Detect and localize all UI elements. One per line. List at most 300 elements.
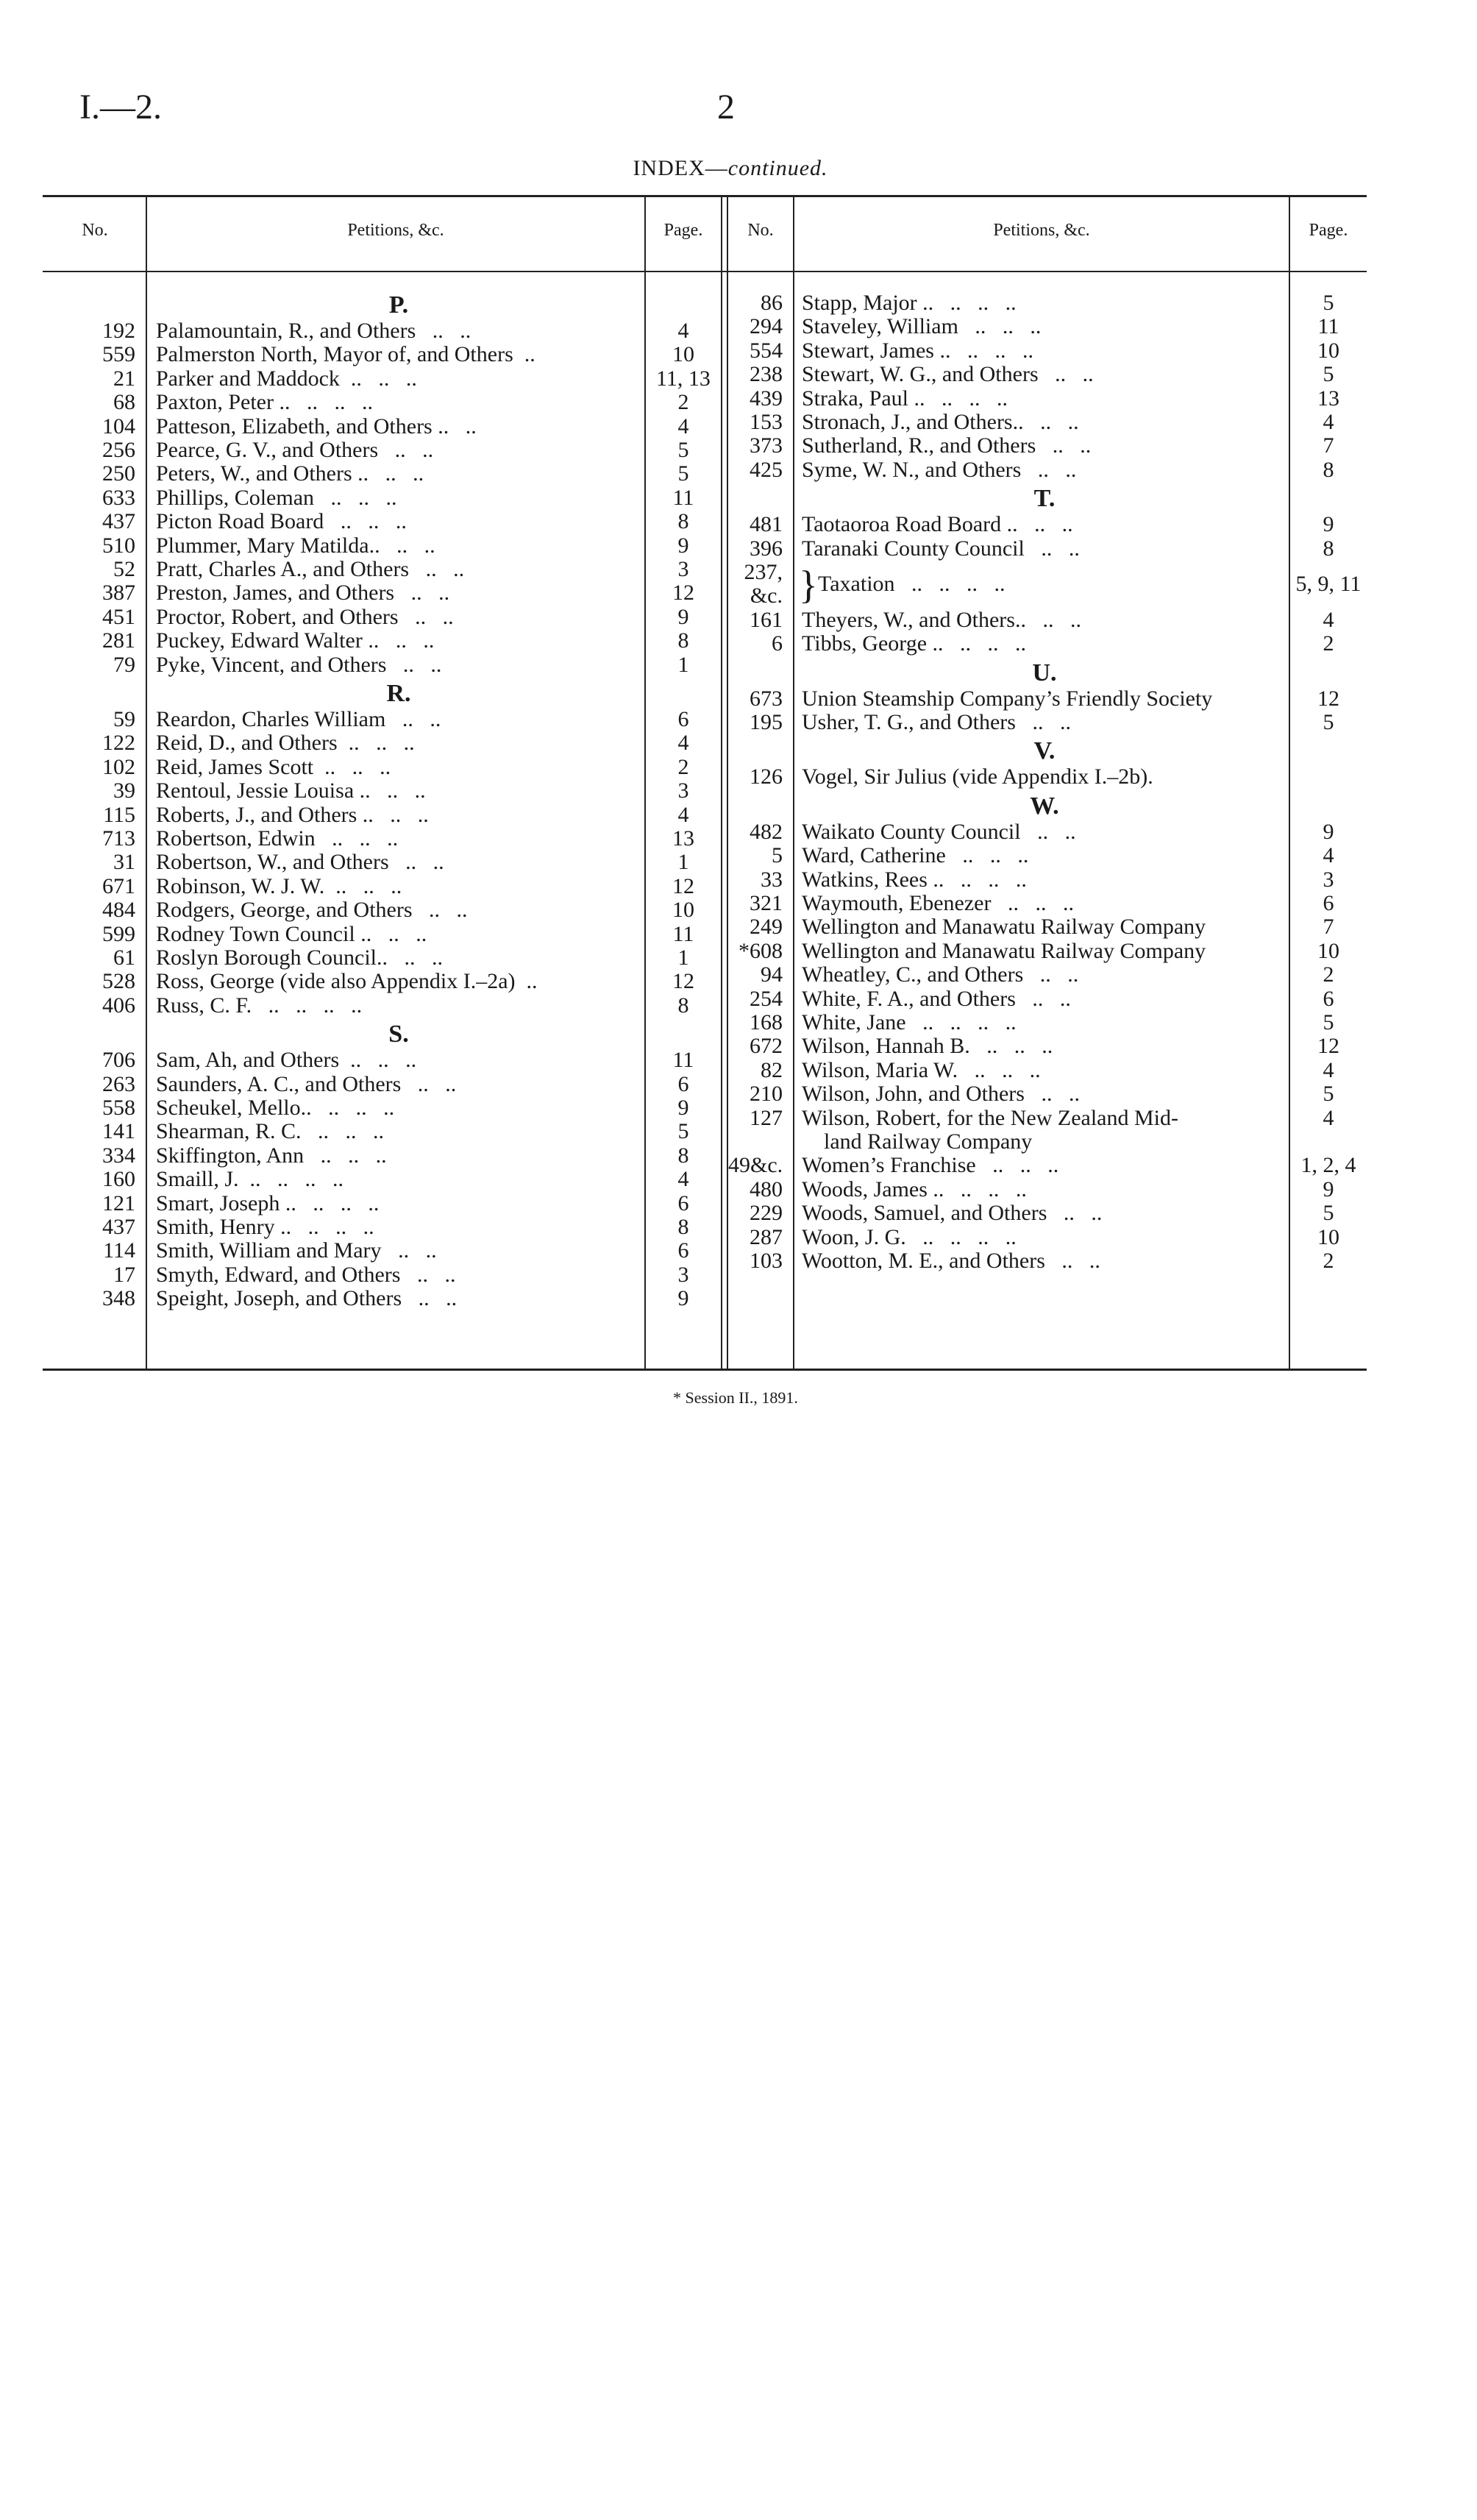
entry-page: 8: [1323, 457, 1334, 482]
index-entry: [0, 711, 1471, 734]
entry-page: 10: [1317, 1224, 1339, 1249]
entry-number: 192: [102, 319, 135, 343]
entry-page: 6: [677, 707, 689, 731]
leader-dots: .. .. ..: [324, 510, 407, 534]
entry-number: 121: [102, 1190, 135, 1215]
section-letter: W.: [1030, 792, 1059, 820]
entry-page: 7: [1323, 433, 1334, 458]
entry-page: 10: [1317, 338, 1339, 363]
col-head-page-right: Page.: [1309, 221, 1348, 240]
entry-name-text: Peters, W., and Others: [156, 462, 352, 486]
entry-number: 334: [102, 1143, 135, 1168]
entry-name-text: Smith, William and Mary: [156, 1239, 382, 1263]
index-entry: [0, 1107, 1471, 1130]
entry-number: 406: [102, 993, 135, 1018]
leader-dots: .. .. ..: [958, 315, 1042, 339]
entry-name: [802, 387, 1287, 411]
leader-dots: .. ..: [398, 605, 454, 629]
entry-name-text: Vogel, Sir Julius (vide Appendix I.–2b).: [802, 765, 1153, 789]
leader-dots: .. .. .. ..: [905, 1011, 1017, 1034]
entry-name-text: Usher, T. G., and Others: [802, 711, 1016, 734]
entry-name-text: Woods, James: [802, 1177, 928, 1202]
entry-page: 5: [677, 438, 689, 462]
entry-name: [802, 868, 1287, 892]
entry-name-text: Wilson, Robert, for the New Zealand Mid-: [802, 1106, 1178, 1130]
leader-dots: .. .. ..: [945, 844, 1029, 868]
leader-dots: .. .. .. ..: [894, 572, 1006, 596]
entry-page: 8: [677, 509, 689, 534]
entry-page: 10: [1317, 938, 1339, 963]
entry-page: 5: [677, 461, 689, 486]
entry-name-text: Robertson, W., and Others: [156, 851, 389, 875]
entry-name: [802, 844, 1287, 867]
entry-name-text: Wilson, Hannah B.: [802, 1034, 970, 1059]
entry-number: 671: [102, 873, 135, 898]
index-entry: [0, 291, 1471, 315]
entry-name: [802, 687, 1287, 711]
entry-name: [802, 987, 1287, 1011]
section-letter: T.: [1033, 485, 1056, 513]
entry-name: [802, 1130, 1287, 1154]
entry-page: 4: [1323, 1057, 1334, 1082]
leader-dots: .. ..: [1020, 820, 1076, 844]
leader-dots: .. ..: [1024, 1082, 1080, 1107]
table-bottom-rule: [43, 1369, 1367, 1371]
entry-number: 79: [113, 652, 135, 677]
entry-page: 6: [677, 1071, 689, 1096]
leader-dots: .. .. ..: [369, 533, 435, 558]
entry-name-text: Taranaki County Council: [802, 536, 1025, 561]
entry-number: 281: [102, 628, 135, 653]
entry-number: 484: [102, 898, 135, 923]
section-letter: R.: [386, 680, 411, 707]
entry-name: [802, 632, 1287, 656]
index-entry: [0, 844, 1471, 867]
entry-name-text: Paxton, Peter: [156, 391, 274, 415]
entry-number: 86: [761, 291, 783, 315]
entry-name: [156, 486, 641, 510]
entry-number: 6: [772, 631, 783, 656]
entry-number: 294: [750, 314, 783, 339]
entry-name-text: Sutherland, R., and Others: [802, 434, 1036, 458]
entry-page: 13: [672, 826, 694, 851]
index-entry: [0, 820, 1471, 844]
entry-number: 126: [750, 764, 783, 789]
leader-dots: .. .. ..: [315, 827, 399, 851]
entry-number: 559: [102, 342, 135, 367]
entry-page: 11: [672, 1048, 694, 1073]
entry-name: [802, 1059, 1287, 1082]
table-top-rule: [43, 195, 1367, 197]
entry-number: 480: [750, 1176, 783, 1202]
leader-dots: .. ..: [432, 414, 477, 439]
entry-name-text: Stronach, J., and Others: [802, 411, 1013, 434]
leader-dots: .. .. ..: [301, 1120, 384, 1144]
leader-dots: .. .. .. ..: [927, 867, 1027, 892]
entry-number: 127: [750, 1105, 783, 1130]
entry-name: [802, 940, 1287, 963]
leader-dots: .. ..: [394, 581, 450, 606]
table-header-rule: [43, 271, 1367, 272]
leader-dots: .. .. .. ..: [905, 1225, 1017, 1249]
entry-name-text: Skiffington, Ann: [156, 1143, 305, 1168]
entry-page: 12: [672, 581, 694, 606]
leader-dots: .. .. ..: [324, 874, 402, 898]
entry-page: 4: [1323, 410, 1334, 434]
index-entry: [0, 339, 1471, 363]
entry-name-text: Smyth, Edward, and Others: [156, 1263, 401, 1287]
entry-number: 141: [102, 1119, 135, 1144]
entry-page: 9: [1323, 819, 1334, 844]
leader-dots: .. ..: [1047, 1202, 1103, 1226]
entry-number: 122: [102, 731, 135, 756]
entry-name-text: Roslyn Borough Council: [156, 946, 377, 970]
entry-number: 599: [102, 921, 135, 946]
entry-number: 673: [750, 686, 783, 711]
index-entry: [0, 363, 1471, 386]
index-entry: [0, 537, 1471, 561]
entry-number: 104: [102, 414, 135, 439]
entry-page: 7: [1323, 915, 1334, 940]
entry-number: 249: [750, 915, 783, 940]
entry-name-text: Wellington and Manawatu Railway Company: [802, 915, 1206, 940]
entry-name-text: Stewart, James: [802, 338, 934, 363]
leader-dots: .. .. ..: [362, 629, 435, 653]
entry-name-text: Pratt, Charles A., and Others: [156, 558, 410, 581]
entry-number: 633: [102, 485, 135, 510]
entry-number: 168: [750, 1010, 783, 1034]
entry-page: 4: [677, 731, 689, 756]
entry-number: 510: [102, 533, 135, 558]
leader-dots: .. .. .. ..: [252, 993, 363, 1018]
entry-number: 33: [761, 867, 783, 892]
entry-name-text: Watkins, Rees: [802, 867, 928, 892]
entry-name: [802, 765, 1287, 789]
entry-name-text: Smith, Henry: [156, 1215, 275, 1239]
entry-page: 9: [1323, 512, 1334, 537]
entry-page: 12: [672, 873, 694, 898]
index-entry: [0, 1178, 1471, 1202]
entry-name-text: Sam, Ah, and Others: [156, 1048, 340, 1073]
leader-dots: .. .. .. ..: [927, 632, 1027, 656]
entry-page: 9: [677, 533, 689, 558]
leader-dots: .. .. ..: [975, 1154, 1059, 1178]
leader-dots: .. .. .. ..: [933, 338, 1033, 363]
leader-dots: .. .. ..: [1014, 608, 1081, 632]
entry-page: 6: [1323, 891, 1334, 915]
entry-name: [802, 1249, 1287, 1273]
entry-number: 115: [103, 802, 135, 827]
entry-number: 706: [102, 1048, 135, 1073]
leader-dots: .. ..: [1038, 363, 1094, 387]
leader-dots: .. .. ..: [377, 946, 444, 970]
entry-page: 2: [677, 390, 689, 415]
index-entry: [0, 411, 1471, 434]
leader-dots: .. .. ..: [314, 486, 397, 510]
entry-number: 39: [113, 778, 135, 803]
entry-number: 437: [102, 509, 135, 534]
entry-name: [802, 513, 1287, 536]
entry-page: 11: [672, 485, 694, 510]
entry-page: 2: [677, 754, 689, 779]
leader-dots: .. ..: [416, 319, 471, 343]
entry-page: 5: [677, 1119, 689, 1144]
entry-page: 3: [677, 778, 689, 803]
index-entry: [0, 434, 1471, 458]
entry-name-text: Rodgers, George, and Others: [156, 898, 413, 923]
entry-page: 1: [677, 850, 689, 875]
entry-page: 11, 13: [656, 366, 711, 391]
entry-number: 102: [102, 754, 135, 779]
entry-page: 4: [677, 802, 689, 827]
index-entry: [0, 987, 1471, 1011]
entry-number: 49&c.: [728, 1153, 783, 1178]
entry-page: 12: [672, 969, 694, 994]
leader-dots: ..: [515, 970, 538, 994]
entry-name-text: Palmerston North, Mayor of, and Others: [156, 343, 513, 367]
entry-number: 237,: [744, 560, 783, 584]
entry-name-text: Wootton, M. E., and Others: [802, 1249, 1045, 1273]
entry-page: 4: [1323, 843, 1334, 868]
entry-page: 6: [677, 1238, 689, 1263]
entry-name-text: Palamountain, R., and Others: [156, 319, 416, 343]
entry-name: [802, 1082, 1287, 1106]
leader-dots: .. .. .. ..: [274, 1215, 374, 1239]
col-head-petitions-right: Petitions, &c.: [993, 221, 1090, 240]
entry-name-text: Rentoul, Jessie Louisa: [156, 779, 355, 803]
entry-page: 1, 2, 4: [1300, 1153, 1356, 1178]
entry-number: 195: [750, 710, 783, 734]
entry-number: 348: [102, 1286, 135, 1311]
entry-name-text: Staveley, William: [802, 315, 958, 339]
leader-dots: .. .. .. ..: [280, 1191, 380, 1215]
entry-name-text: Plummer, Mary Matilda: [156, 533, 369, 558]
entry-name-text: Parker and Maddock: [156, 366, 340, 391]
entry-page: 8: [677, 1215, 689, 1239]
entry-name-text: Patteson, Elizabeth, and Others: [156, 414, 433, 439]
leader-dots: .. .. .. ..: [908, 386, 1008, 411]
index-entry: [0, 1226, 1471, 1249]
entry-page: 4: [677, 1167, 689, 1192]
entry-number: 321: [750, 891, 783, 915]
leader-dots: .. ..: [1021, 458, 1077, 482]
entry-number: 82: [761, 1057, 783, 1082]
leader-dots: .. .. ..: [339, 366, 417, 391]
entry-page: 9: [677, 604, 689, 629]
entry-page: 9: [677, 1096, 689, 1120]
entry-page: 12: [1317, 1034, 1339, 1059]
entry-page: 5: [1323, 362, 1334, 387]
index-entry: [0, 604, 1471, 632]
entry-number: 263: [102, 1071, 135, 1096]
entry-name-text: Reid, D., and Others: [156, 731, 338, 756]
entry-number-cont: &c.: [750, 583, 783, 608]
entry-name-text: Proctor, Robert, and Others: [156, 605, 399, 629]
col-head-no-right: No.: [747, 221, 774, 240]
entry-page: 9: [677, 1286, 689, 1311]
entry-name-text: White, Jane: [802, 1011, 906, 1034]
entry-number: 229: [750, 1201, 783, 1226]
entry-number: 94: [761, 962, 783, 987]
entry-page: 12: [1317, 686, 1339, 711]
leader-dots: .. .. ..: [339, 1048, 417, 1073]
entry-number: 373: [750, 433, 783, 458]
entry-page: 11: [1317, 314, 1339, 339]
entry-name-text: Taotaoroa Road Board: [802, 513, 1002, 537]
entry-page: 6: [677, 1190, 689, 1215]
section-letter: S.: [388, 1021, 409, 1048]
entry-name: [802, 315, 1287, 338]
brace-icon: }: [799, 563, 818, 607]
entry-page: 4: [677, 319, 689, 343]
index-entry: [0, 458, 1471, 482]
leader-dots: .. .. ..: [1012, 411, 1079, 434]
entry-number: 254: [750, 986, 783, 1011]
entry-page: 5: [1323, 1010, 1334, 1034]
entry-number: 439: [750, 386, 783, 411]
entry-number: 17: [113, 1262, 135, 1287]
entry-name-text: White, F. A., and Others: [802, 987, 1016, 1011]
entry-number: 61: [113, 945, 135, 970]
entry-page: 11: [672, 921, 694, 946]
entry-name-text: Stapp, Major: [802, 291, 917, 315]
index-continued: continued.: [727, 156, 828, 180]
entry-name-text: Pyke, Vincent, and Others: [156, 653, 387, 677]
entry-page: 1: [677, 945, 689, 970]
entry-page: 1: [677, 652, 689, 677]
entry-name: [802, 1034, 1287, 1058]
entry-page: 3: [1323, 867, 1334, 892]
col-head-no-left: No.: [82, 221, 108, 240]
entry-number: 396: [750, 536, 783, 561]
index-title: [0, 156, 1461, 181]
entry-page: 2: [1323, 962, 1334, 987]
entry-number: 437: [102, 1215, 135, 1239]
entry-page: 5: [1323, 710, 1334, 734]
entry-name-text: Wheatley, C., and Others: [802, 963, 1024, 987]
entry-number: 554: [750, 338, 783, 363]
entry-name-text: Russ, C. F.: [156, 993, 252, 1018]
entry-name: [802, 458, 1287, 482]
index-entry: [0, 892, 1471, 915]
section-letter: P.: [388, 291, 409, 319]
leader-dots: .. .. ..: [304, 1143, 387, 1168]
entry-name: [156, 581, 641, 605]
entry-name: [802, 291, 1287, 315]
entry-number: 114: [103, 1238, 135, 1263]
index-entry: [0, 765, 1471, 789]
entry-name-text: Puckey, Edward Walter: [156, 629, 363, 653]
index-entry: [0, 315, 1471, 338]
col-head-petitions-left: Petitions, &c.: [347, 221, 444, 240]
entry-number: 238: [750, 362, 783, 387]
entry-name: [802, 711, 1287, 734]
entry-name-text: Reid, James Scott: [156, 755, 314, 779]
entry-name: [802, 963, 1287, 987]
entry-number: 210: [750, 1082, 783, 1107]
index-entry: [0, 687, 1471, 711]
index-entry: [0, 387, 1471, 411]
entry-page: 6: [1323, 986, 1334, 1011]
leader-dots: .. ..: [385, 708, 441, 731]
entry-name: [802, 820, 1287, 844]
leader-dots: .. ..: [378, 439, 434, 462]
index-entry: [0, 1082, 1471, 1106]
entry-name-text: Tibbs, George: [802, 632, 928, 656]
entry-number: 153: [750, 410, 783, 434]
entry-name: [802, 537, 1287, 561]
leader-dots: .. .. .. ..: [238, 1168, 344, 1192]
leader-dots: .. ..: [409, 558, 465, 581]
entry-number: 482: [750, 819, 783, 844]
footnote: * Session II., 1891.: [673, 1388, 798, 1407]
index-entry: [0, 1059, 1471, 1082]
entry-name-text: Taxation: [818, 572, 895, 596]
index-entry: [0, 963, 1471, 987]
entry-name-text: Wilson, Maria W.: [802, 1058, 958, 1082]
entry-name-text: Wilson, John, and Others: [802, 1082, 1025, 1107]
entry-number: 103: [750, 1249, 783, 1273]
leader-dots: .. ..: [1015, 987, 1071, 1011]
entry-name: [156, 653, 641, 677]
leader-dots: .. ..: [402, 1287, 458, 1311]
page-number: 2: [717, 88, 735, 127]
leader-dots: .. .. ..: [352, 462, 424, 486]
entry-name-text: Woods, Samuel, and Others: [802, 1202, 1047, 1226]
leader-dots: .. .. ..: [1001, 513, 1073, 537]
index-entry: [0, 1034, 1471, 1058]
leader-dots: .. .. ..: [313, 755, 391, 779]
entry-name: [802, 1011, 1287, 1034]
index-entry: [0, 1202, 1471, 1225]
entry-page: 2: [1323, 1249, 1334, 1273]
index-entry: [0, 1287, 1471, 1310]
leader-dots: .. ..: [386, 653, 442, 677]
entry-name-text: Scheukel, Mello: [156, 1096, 301, 1120]
entry-name-text: Picton Road Board: [156, 510, 324, 534]
entry-name-text: Woon, J. G.: [802, 1225, 906, 1249]
entry-page: 13: [1317, 386, 1339, 411]
index-title-text: INDEX—: [633, 156, 728, 180]
leader-dots: .. ..: [412, 898, 468, 923]
leader-dots: .. .. ..: [355, 922, 427, 946]
section-letter: U.: [1032, 659, 1057, 686]
col-head-page-left: Page.: [663, 221, 703, 240]
index-entry: [0, 868, 1471, 892]
entry-page: 2: [1323, 631, 1334, 656]
leader-dots: .. .. ..: [958, 1058, 1041, 1082]
leader-dots: .. .. .. ..: [300, 1096, 395, 1120]
entry-name-text: Robertson, Edwin: [156, 827, 316, 851]
entry-number: 160: [102, 1167, 135, 1192]
entry-name: [802, 1107, 1287, 1130]
entry-name: [156, 1287, 641, 1310]
entry-name: [802, 1178, 1287, 1202]
entry-name-text: Stewart, W. G., and Others: [802, 363, 1039, 387]
entry-page: 4: [1323, 1105, 1334, 1130]
entry-number: 161: [750, 607, 783, 632]
entry-number: 528: [102, 969, 135, 994]
entry-number: 451: [102, 604, 135, 629]
entry-name: [156, 731, 641, 755]
entry-name-text: Union Steamship Company’s Friendly Society: [802, 686, 1213, 711]
entry-page: 3: [677, 1262, 689, 1287]
entry-page: 4: [677, 414, 689, 439]
entry-name-text: Women’s Franchise: [802, 1154, 976, 1178]
entry-name-text: Syme, W. N., and Others: [802, 458, 1022, 482]
index-entry: [0, 940, 1471, 963]
leader-dots: .. ..: [1023, 963, 1079, 987]
